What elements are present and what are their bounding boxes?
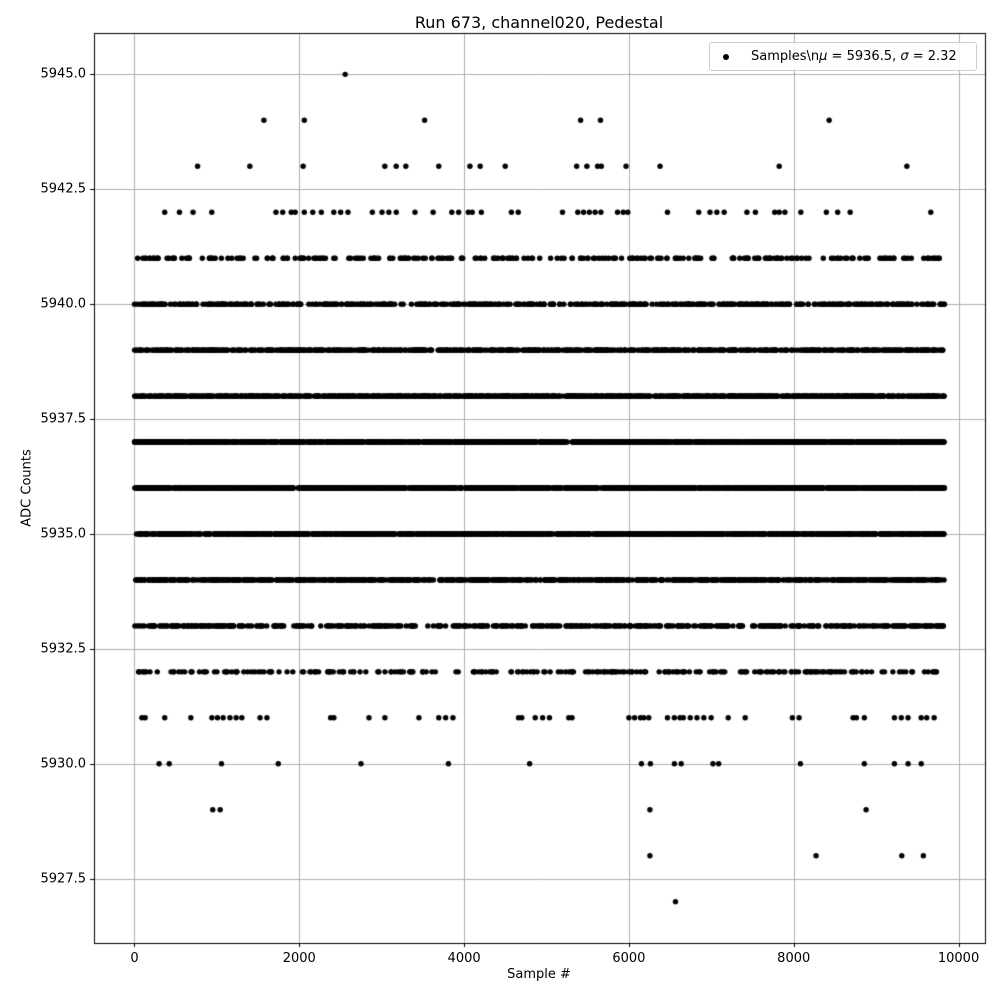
- y-tick-label: 5945.0: [40, 66, 86, 82]
- x-tick-label: 0: [130, 951, 139, 966]
- y-tick-label: 5942.5: [40, 181, 86, 197]
- y-tick-label: 5935.0: [40, 526, 86, 542]
- y-tick-label: 5930.0: [40, 756, 86, 772]
- y-tick-label: 5927.5: [40, 871, 86, 887]
- legend: [709, 42, 977, 71]
- chart-title: Run 673, channel020, Pedestal: [414, 13, 664, 32]
- y-tick-label: 5932.5: [40, 641, 86, 657]
- black-dot-icon: [723, 54, 729, 60]
- x-tick-label: 10000: [937, 951, 980, 966]
- y-axis-label: ADC Counts: [19, 449, 35, 527]
- x-tick-label: 6000: [612, 951, 646, 966]
- legend-label: Samples\nμ = 5936.5, σ = 2.32: [751, 49, 957, 64]
- x-tick-label: 4000: [447, 951, 481, 966]
- y-tick-label: 5940.0: [40, 296, 86, 312]
- y-tick-label: 5937.5: [40, 411, 86, 427]
- x-tick-label: 8000: [777, 951, 811, 966]
- x-tick-label: 2000: [282, 951, 316, 966]
- x-axis-label: Sample #: [507, 967, 571, 982]
